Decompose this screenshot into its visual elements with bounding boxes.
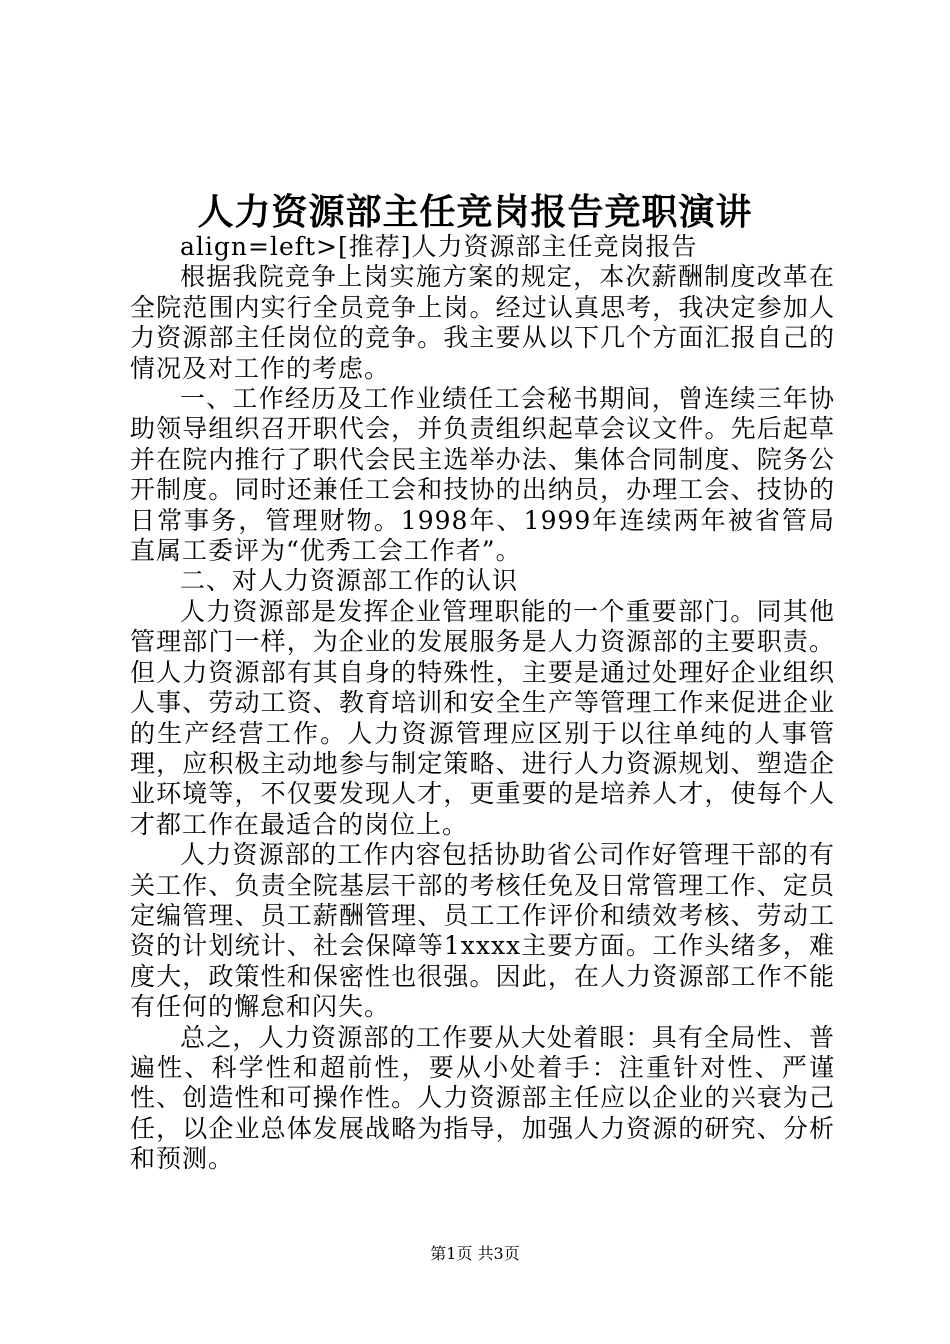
paragraph-work-experience: 一、工作经历及工作业绩任工会秘书期间，曾连续三年协助领导组织召开职代会，并负责组织起草会议文件。先后起草并在院内推行了职代会民主选举办法、集体合同制度、院务公开制度。同时还兼任工会和技协的出纳员，办理工会、技协的日常事务，管理财物。1998年、1999年连续两年被省管局直属工委评为“优秀工会工作者”。 bbox=[130, 384, 835, 566]
paragraph-department-role: 人力资源部是发挥企业管理职能的一个重要部门。同其他管理部门一样，为企业的发展服务是人力资源部的主要职责。但人力资源部有其自身的特殊性，主要是通过处理好企业组织人事、劳动工资、教育培训和安全生产等管理工作来促进企业的生产经营工作。人力资源管理应区别于以往单纯的人事管理，应积极主动地参与制定策略、进行人力资源规划、塑造企业环境等，不仅要发现人才，更重要的是培养人才，使每个人才都工作在最适合的岗位上。 bbox=[130, 596, 835, 839]
paragraph-intro: 根据我院竞争上岗实施方案的规定，本次薪酬制度改革在全院范围内实行全员竞争上岗。经过认真思考，我决定参加人力资源部主任岗位的竞争。我主要从以下几个方面汇报自己的情况及对工作的考虑。 bbox=[130, 262, 835, 383]
paragraph-section-two-heading: 二、对人力资源部工作的认识 bbox=[180, 566, 519, 596]
paragraph-summary: 总之，人力资源部的工作要从大处着眼：具有全局性、普遍性、科学性和超前性，要从小处着手：注重针对性、严谨性、创造性和可操作性。人力资源部主任应以企业的兴衰为己任，以企业总体发展战略为指导，加强人力资源的研究、分析和预测。 bbox=[130, 1022, 835, 1174]
document-title: 人力资源部主任竞岗报告竞职演讲 bbox=[197, 191, 753, 233]
paragraph-heading-line: align=left>[推荐]人力资源部主任竞岗报告 bbox=[180, 232, 698, 261]
document-body bbox=[130, 232, 835, 1175]
paragraph-work-content: 人力资源部的工作内容包括协助省公司作好管理干部的有关工作、负责全院基层干部的考核任免及日常管理工作、定员定编管理、员工薪酬管理、员工工作评价和绩效考核、劳动工资的计划统计、社会保障等1xxxx主要方面。工作头绪多，难度大，政策性和保密性也很强。因此，在人力资源部工作不能有任何的懈怠和闪失。 bbox=[130, 840, 835, 1022]
page-number-footer: 第1页 共3页 bbox=[430, 1244, 520, 1263]
